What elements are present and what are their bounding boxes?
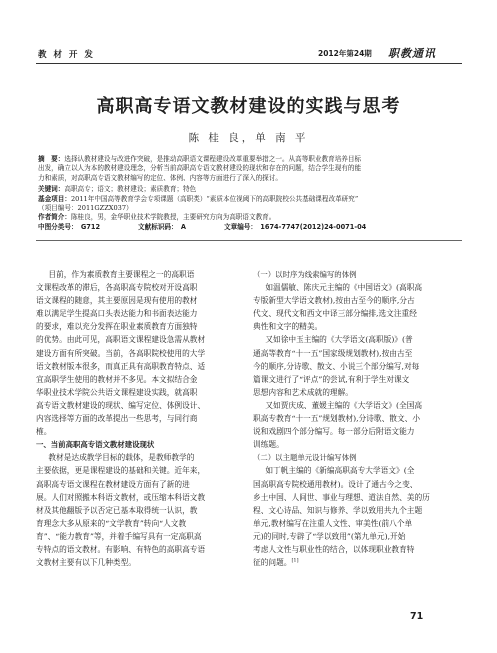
body-text-line: 典性和文字的精美。 [253, 322, 323, 332]
clc-code: 中图分类号： G712 [38, 223, 101, 231]
body-text-line: 文教材主要有以下几种类型。 [36, 558, 136, 568]
body-text-line: 通高等教育“十一五”国家级规划教材),按由古至 [253, 348, 413, 358]
body-text-line: 职高专教育“十一五”规划教材),分诗歌、散文、小 [253, 414, 421, 424]
body-text-line: 如温儒敏、陈庆元主编的《中国语文》(高职高 [265, 283, 423, 293]
body-text-line: 考虑人文性与职业性的结合，以体现职业教育特 [253, 544, 415, 554]
header-rule [36, 63, 462, 64]
body-text-line: 材及其他翻版予以否定已基本取得统一认识，教 [36, 505, 198, 515]
author-bio [38, 213, 458, 222]
body-text-line: 单元,教材编写在注重人文性、审美性(前八个单 [253, 518, 413, 528]
body-text-line: 华职业技术学院公共语文课程建设实践，就高职 [36, 387, 198, 397]
body-text-line: 展。人们对照搬本科语文教材，或压缩本科语文教 [36, 492, 206, 502]
body-text-line: 育理念大多从原来的“文学教育”转向“人文教 [36, 518, 187, 528]
body-text-line: 目前，作为素质教育主要课程之一的高职语 [48, 270, 195, 279]
meta-rule [36, 240, 462, 241]
body-text-line: 文课程改革的滞后，各高职高专院校对开设高职 [36, 283, 198, 293]
issue-label: 2012年第24期 [318, 49, 372, 58]
article-authors: 陈 桂 良，单 南 平 [188, 132, 309, 144]
body-text-line: 育”、“能力教育”等，并着手编写具有一定高职高 [36, 531, 202, 541]
abstract-line: 力和素质，对高职高专语文教材编写的定位、体例、内容等方面进行了深入的探讨。 [38, 173, 282, 182]
body-text-line: 专特点的语文教材。有影响、有特色的高职高专语 [36, 544, 206, 554]
body-text-line: 难以满足学生提高口头表达能力和书面表达能力 [36, 309, 198, 319]
abstract [38, 155, 458, 183]
body-text-line: 高专语文教材建设的现状、编写定位、体例设计、 [36, 400, 206, 410]
fund-label: 基金项目： [38, 195, 71, 203]
body-text-line: 的优势。由此可见，高职语文课程建设急需从教材 [36, 335, 206, 345]
section-heading: （二）以主题单元设计编写体例 [253, 453, 357, 463]
body-text-line: 如丁帆主编的《新编高职高专大学语文》(全 [265, 466, 415, 476]
keywords-label: 关键词： [38, 185, 65, 193]
section-heading: 一、当前高职高专语文教材建设现状 [36, 440, 155, 450]
body-text-line: 的要求，难以充分发挥在职业素质教育方面独特 [36, 322, 198, 332]
body-text-line: 语文课程的随意，其主要原因是现有使用的教材 [36, 296, 198, 306]
classification-row [38, 223, 458, 232]
body-text-line: 教材是达成教学目标的载体，是教师教学的 [48, 453, 195, 463]
author-bio-text: 陈桂良，男，金华职业技术学院教授，主要研究方向为高职语文教育。 [70, 213, 276, 221]
body-text-line: 国高职高专院校通用教材)。设计了通古今之变、 [253, 479, 418, 489]
fund-code: （项目编号：2011GZZX037） [38, 204, 133, 212]
body-text-line: 榷。 [36, 427, 52, 437]
body-text-line: 语文教材版本很多，而真正具有高职教育特点、适 [36, 361, 206, 371]
section-heading: （一）以时序为线索编写的体例 [253, 270, 357, 279]
article-title: 高职高专语文教材建设的实践与思考 [96, 96, 401, 117]
keywords-text: 高职高专；语文；教材建设；素质教育；特色 [64, 185, 197, 193]
left-column [36, 268, 246, 569]
body-text-line: 今的顺序,分诗歌、散文、小说三个部分编写,对每 [253, 361, 420, 371]
fund-text: 2011年中国高等教育学会专项课题（高职类）“素质本位视阈下的高职院校公共基础课程改革研究” [70, 195, 359, 203]
abstract-label: 摘 要： [38, 155, 65, 163]
body-text-line: 乡土中国、人间世、事业与理想、道法自然、美的历 [253, 492, 430, 502]
body-text-line: 思想内容和艺术成就的理解。 [253, 387, 353, 397]
body-text-line: 又如徐中玉主编的《大学语文(高职版)》(普 [265, 335, 413, 345]
abstract-line: 出发，确立以人为本的教材建设理念，分析当前高职高专语文教材建设的现状和存在的问题，结合学生现有的能 [38, 164, 362, 173]
body-text-line: 程、文心诗品、知识与修养、学以致用共九个主题 [253, 505, 423, 515]
body-text-line: 内容选择等方面的改革提出一些思考，与同行商 [36, 414, 198, 424]
keywords [38, 185, 458, 194]
article-number: 文章编号： 1674-7747(2012)24-0071-04 [224, 223, 367, 231]
magazine-logo: 职教通讯 [388, 47, 436, 60]
body-text-line: 建设方面有所突破。当前，各高职院校使用的大学 [36, 348, 206, 358]
body-text-line: 主要依据，更是课程建设的基础和关键。近年来， [36, 466, 206, 476]
page-number: 71 [410, 611, 424, 622]
author-bio-label: 作者简介： [38, 213, 71, 221]
section-label: 教 材 开 发 [38, 50, 95, 60]
doc-code: 文献标识码： A [138, 223, 187, 231]
fund-line [38, 195, 458, 204]
body-text-line: 专版新型大学语文教材),按由古至今的顺序,分古 [253, 296, 415, 306]
body-text-line: 元)的同时,专辟了“学以致用”(第九单元),开始 [253, 531, 406, 541]
body-text-line: 篇课文进行了“评点”的尝试,有利于学生对课文 [253, 374, 410, 384]
body-text-line: 宜高职学生使用的教材并不多见。本文拟结合金 [36, 374, 198, 384]
abstract-line: 选择认教材建设与改进作突破，是推动高职语文课程建设改革重要举措之一。从高等职业教育培养目标 [64, 155, 362, 163]
body-text-line: 又如贾庆成、董媛主编的《大学语文》(全国高 [265, 400, 423, 410]
right-column [253, 268, 463, 569]
body-text-line: 训练题。 [253, 440, 284, 450]
body-text-line: 代文、现代文和西文中译三部分编排,选文注重经 [253, 309, 417, 319]
body-text-line: 说和戏剧四个部分编写。每一部分后附语文能力 [253, 427, 415, 437]
body-text-line: 高职高专语文课程在教材建设方面有了新的进 [36, 479, 190, 489]
body-text-line: 征的问题。[1] [253, 557, 299, 568]
citation-ref: [1] [291, 557, 299, 564]
